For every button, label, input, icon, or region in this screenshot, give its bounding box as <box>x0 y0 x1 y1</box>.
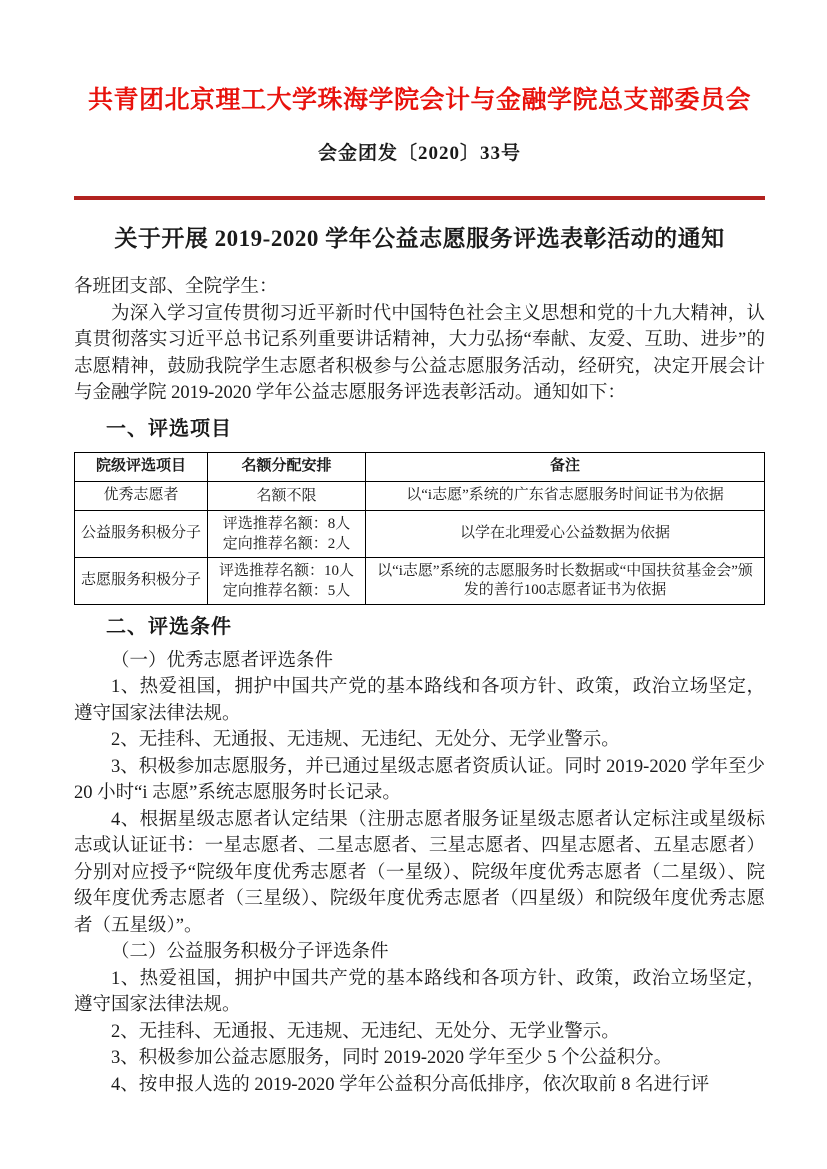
quota-line: 定向推荐名额：2人 <box>222 535 351 552</box>
cell-remark: 以“i志愿”系统的广东省志愿服务时间证书为依据 <box>366 481 765 510</box>
column-header-project: 院级评选项目 <box>75 452 208 481</box>
table-row <box>75 557 765 604</box>
column-header-quota: 名额分配安排 <box>208 452 366 481</box>
cell-project: 志愿服务积极分子 <box>75 557 208 604</box>
condition-item: 1、热爱祖国，拥护中国共产党的基本路线和各项方针、政策，政治立场坚定，遵守国家法律法规。 <box>74 968 765 1015</box>
condition-item: 2、无挂科、无通报、无违规、无违纪、无处分、无学业警示。 <box>111 730 620 750</box>
section-1-heading: 一、评选项目 <box>106 417 232 440</box>
quota-line: 评选推荐名额：10人 <box>218 562 354 579</box>
cell-remark: 以学在北理爱心公益数据为依据 <box>366 510 765 557</box>
condition-item: 4、按申报人选的 2019-2020 学年公益积分高低排序，依次取前 8 名进行评 <box>111 1074 710 1095</box>
condition-item: 4、根据星级志愿者认定结果（注册志愿者服务证星级志愿者认定标注或星级标志或认证证书：一星志愿者、二星志愿者、三星志愿者、四星志愿者、五星志愿者）分别对应授予“院级年度优秀志愿者（一星级）、院级年度优秀志愿者（二星级）、院级年度优秀志愿者（三星级）、院级年度优秀志愿者（四星级）和院级年度优秀志愿者（五星级）”。 <box>74 809 765 936</box>
cell-quota <box>208 510 366 557</box>
cell-project: 公益服务积极分子 <box>75 510 208 557</box>
column-header-remark: 备注 <box>366 452 765 481</box>
quota-line: 定向推荐名额：5人 <box>222 582 351 599</box>
table-row <box>75 510 765 557</box>
selection-projects-table <box>74 452 765 605</box>
notice-body <box>74 274 765 1098</box>
table-header-row <box>75 452 765 481</box>
section-2-heading: 二、评选条件 <box>106 615 232 638</box>
table-row <box>75 481 765 510</box>
condition-item: 3、积极参加公益志愿服务，同时 2019-2020 学年至少 5 个公益积分。 <box>111 1048 673 1068</box>
red-divider-rule <box>74 196 765 200</box>
subsection-2-heading: （二）公益服务积极分子评选条件 <box>111 942 389 962</box>
document-number: 会金团发〔2020〕33号 <box>317 143 521 164</box>
condition-item: 3、积极参加志愿服务，并已通过星级志愿者资质认证。同时 2019-2020 学年至少 20 小时“i 志愿”系统志愿服务时长记录。 <box>74 756 765 803</box>
subsection-1-heading: （一）优秀志愿者评选条件 <box>111 650 334 671</box>
intro-paragraph: 为深入学习宣传贯彻习近平新时代中国特色社会主义思想和党的十九大精神，认真贯彻落实习近平总书记系列重要讲话精神，大力弘扬“奉献、友爱、互助、进步”的志愿精神，鼓励我院学生志愿者积极参与公益志愿服务活动，经研究，决定开展会计与金融学院 2019-2020 学年公益志愿服务评选表彰活动。通知如下： <box>74 303 765 403</box>
cell-quota <box>208 557 366 604</box>
cell-project: 优秀志愿者 <box>75 481 208 510</box>
cell-quota <box>208 481 366 510</box>
letterhead-org-title: 共青团北京理工大学珠海学院会计与金融学院总支部委员会 <box>87 87 751 114</box>
condition-item: 1、热爱祖国，拥护中国共产党的基本路线和各项方针、政策，政治立场坚定，遵守国家法律法规。 <box>74 677 765 724</box>
notice-title: 关于开展 2019-2020 学年公益志愿服务评选表彰活动的通知 <box>114 226 725 251</box>
quota-line: 评选推荐名额：8人 <box>222 515 351 532</box>
quota-line: 名额不限 <box>256 487 317 504</box>
cell-remark: 以“i志愿”系统的志愿服务时长数据或“中国扶贫基金会”颁发的善行100志愿者证书为依据 <box>366 557 765 604</box>
condition-item: 2、无挂科、无通报、无违规、无违纪、无处分、无学业警示。 <box>111 1021 620 1042</box>
salutation: 各班团支部、全院学生： <box>74 277 278 297</box>
